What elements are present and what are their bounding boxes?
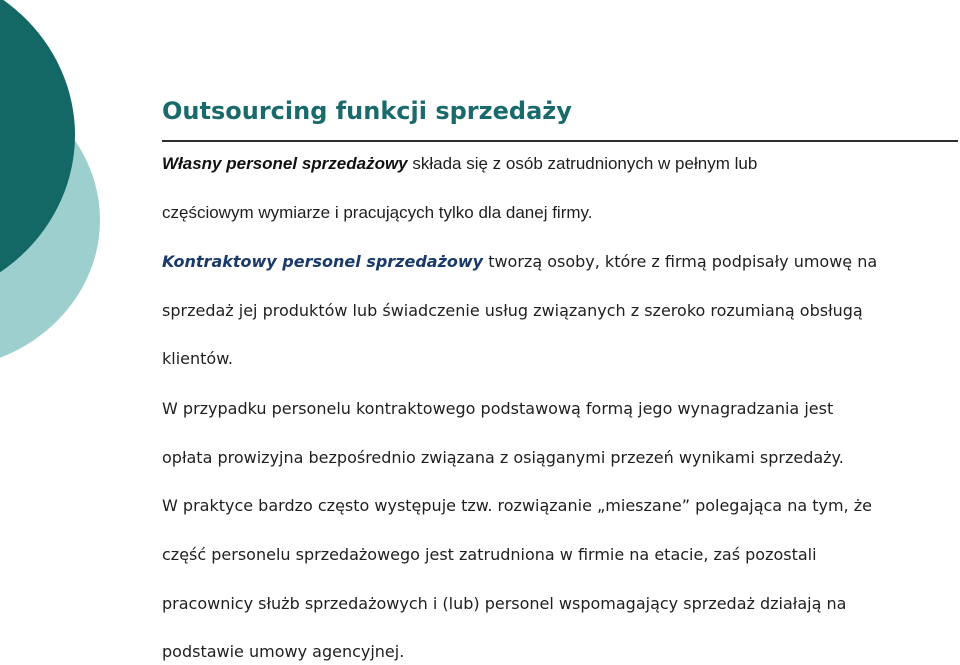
paragraph-4-line-2: część personelu sprzedażowego jest zatrudniona w firmie na etacie, zaś pozostali [162, 545, 817, 564]
paragraph-1-line-2: częściowym wymiarze i pracujących tylko dla danej firmy. [162, 203, 593, 222]
paragraph-2-line-1 [162, 251, 877, 273]
paragraph-3-line-2: opłata prowizyjna bezpośrednio związana z osiąganymi przezeń wynikami sprzedaży. [162, 448, 844, 467]
paragraph-1-line-1-text: składa się z osób zatrudnionych w pełnym lub [407, 154, 758, 173]
paragraph-3-line-1: W przypadku personelu kontraktowego podstawową formą jego wynagradzania jest [162, 399, 834, 418]
title-divider [162, 140, 958, 142]
term-own-sales-staff: Własny personel sprzedażowy [162, 154, 408, 173]
paragraph-1-line-1 [162, 153, 757, 175]
paragraph-2-line-2: sprzedaż jej produktów lub świadczenie usług związanych z szeroko rozumianą obsługą [162, 301, 863, 320]
paragraph-4-line-4: podstawie umowy agencyjnej. [162, 642, 405, 661]
paragraph-2-line-1-text: tworzą osoby, które z firmą podpisały umowę na [483, 252, 878, 271]
term-contract-sales-staff: Kontraktowy personel sprzedażowy [162, 252, 484, 271]
paragraph-4-line-3: pracownicy służb sprzedażowych i (lub) personel wspomagający sprzedaż działają na [162, 594, 847, 613]
paragraph-4-line-1: W praktyce bardzo często występuje tzw. rozwiązanie „mieszane” polegająca na tym, że [162, 496, 872, 515]
paragraph-2-line-3: klientów. [162, 349, 233, 368]
slide-title: Outsourcing funkcji sprzedaży [162, 97, 572, 125]
